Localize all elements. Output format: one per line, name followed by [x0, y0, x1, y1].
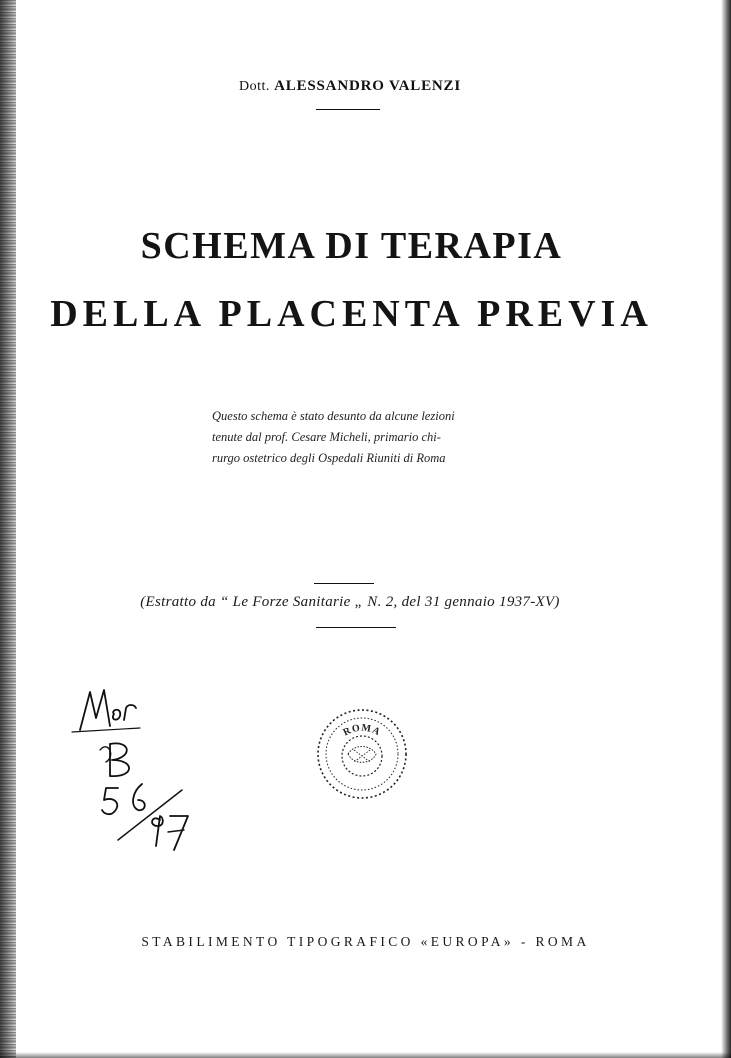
printer-imprint: STABILIMENTO TIPOGRAFICO «EUROPA» - ROMA: [141, 934, 590, 949]
author-name: ALESSANDRO VALENZI: [274, 78, 461, 94]
title-line-1: SCHEMA DI TERAPIA: [140, 225, 563, 267]
stamp-text: ROMA: [341, 722, 383, 739]
source-note-line: Questo schema è stato desunto da alcune lezioni: [212, 409, 455, 423]
source-note: [212, 406, 512, 469]
title-line-2: DELLA PLACENTA PREVIA: [50, 293, 653, 335]
extract-citation: (Estratto da “ Le Forze Sanitarie „ N. 2, del 31 gennaio 1937-XV): [140, 594, 560, 610]
handwritten-shelfmark: [70, 680, 210, 860]
library-stamp: [314, 706, 410, 802]
source-note-line: tenute dal prof. Cesare Micheli, primario chi-: [212, 430, 441, 444]
author-line: [0, 78, 700, 95]
author-prefix: Dott.: [239, 79, 270, 94]
scan-edge-right: [721, 0, 731, 1058]
extract-divider-top: [314, 583, 374, 584]
author-divider: [316, 109, 380, 110]
source-note-line: rurgo ostetrico degli Ospedali Riuniti di Roma: [212, 451, 446, 465]
extract-divider-bottom: [316, 627, 396, 628]
scan-edge-bottom: [0, 1052, 731, 1058]
scan-binding-edge-left: [0, 0, 16, 1058]
